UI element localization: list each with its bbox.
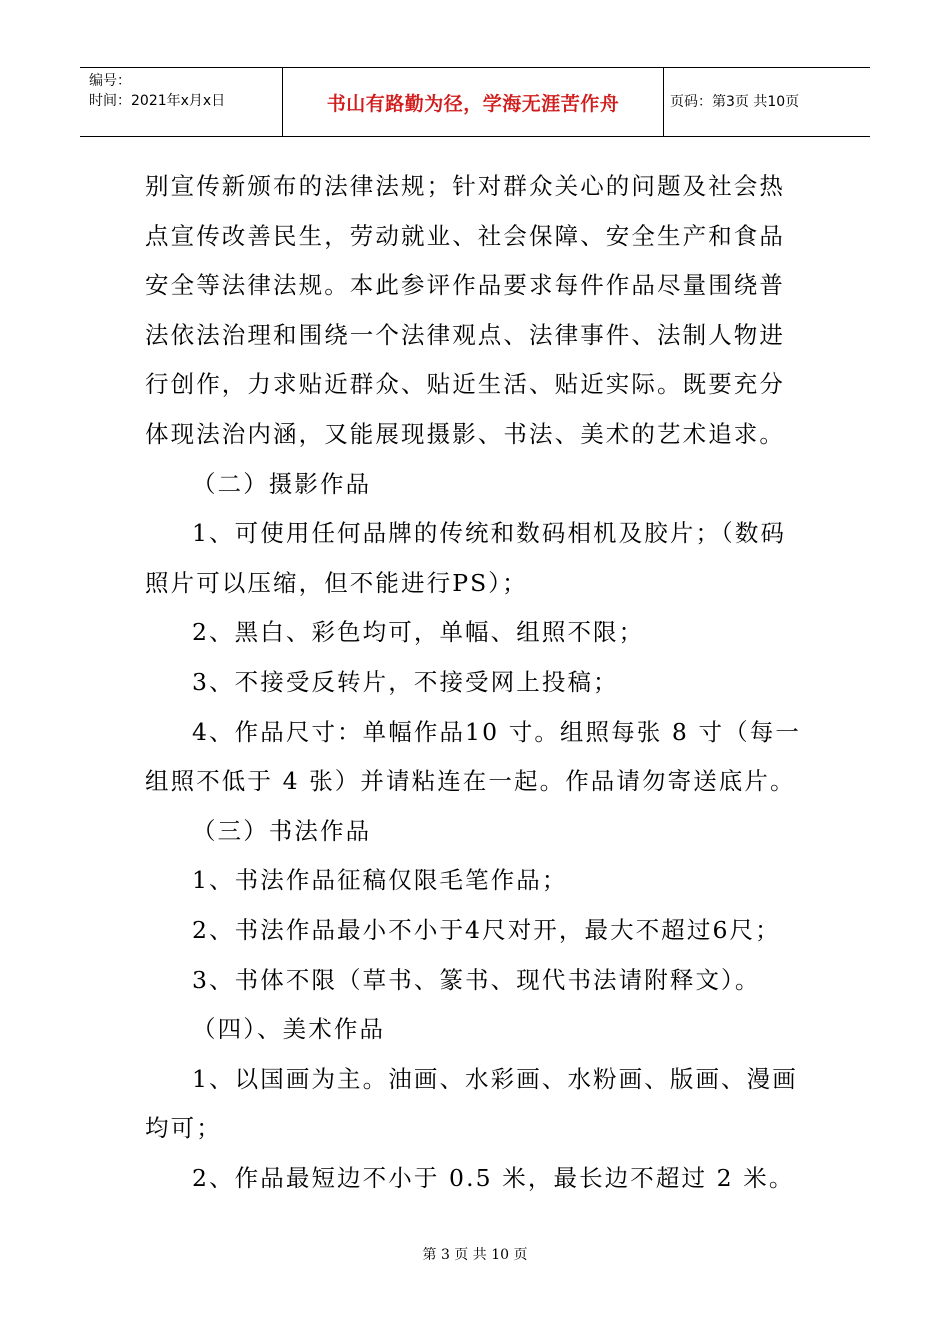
body-line: 1、书法作品征稿仅限毛笔作品； xyxy=(192,866,568,895)
motto: 书山有路勤为径，学海无涯苦作舟 xyxy=(326,92,620,115)
body-line: 2、作品最短边不小于 0.5 米，最长边不超过 2 米。 xyxy=(192,1163,795,1192)
header-meta xyxy=(80,68,283,136)
body-line: 均可； xyxy=(145,1114,222,1143)
body-line: 法依法治理和围绕一个法律观点、法律事件、法制人物进 xyxy=(145,320,785,349)
page-footer: 第 3 页 共 10 页 xyxy=(422,1247,528,1263)
header-page-cell xyxy=(664,68,876,136)
body-line: 2、书法作品最小不小于4尺对开，最大不超过6尺； xyxy=(192,915,781,944)
body-line: 体现法治内涵，又能展现摄影、书法、美术的艺术追求。 xyxy=(145,419,785,448)
body-line: 别宣传新颁布的法律法规；针对群众关心的问题及社会热 xyxy=(145,172,785,200)
body-line: 3、不接受反转片，不接受网上投稿； xyxy=(192,667,619,696)
body-line: 照片可以压缩，但不能进行PS）； xyxy=(145,568,528,597)
body-line: 1、可使用任何品牌的传统和数码相机及胶片；（数码 xyxy=(192,519,787,548)
header-motto-cell xyxy=(283,68,664,136)
body-line: 3、书体不限（草书、篆书、现代书法请附释文）。 xyxy=(192,965,761,994)
body-line: 1、以国画为主。油画、水彩画、水粉画、版画、漫画 xyxy=(192,1064,798,1093)
body-line: 行创作，力求贴近群众、贴近生活、贴近实际。既要充分 xyxy=(145,370,785,399)
body-line: 2、黑白、彩色均可，单幅、组照不限； xyxy=(192,618,645,647)
body-line: 组照不低于 4 张）并请粘连在一起。作品请勿寄送底片。 xyxy=(145,767,796,796)
body-line: 4、作品尺寸：单幅作品10 寸。组照每张 8 寸（每一 xyxy=(192,717,801,746)
section-heading: （二）摄影作品 xyxy=(192,469,372,498)
document-body xyxy=(145,162,810,1203)
time-label: 时间：2021年x月x日 xyxy=(89,93,226,109)
section-heading: （四）、美术作品 xyxy=(192,1015,386,1044)
body-line: 安全等法律法规。本此参评作品要求每件作品尽量围绕普 xyxy=(145,271,785,300)
page-info: 页码：第3页 共10页 xyxy=(670,94,800,110)
number-label: 编号： xyxy=(89,73,131,89)
section-heading: （三）书法作品 xyxy=(192,816,372,845)
page-header xyxy=(80,67,870,137)
body-line: 点宣传改善民生，劳动就业、社会保障、安全生产和食品 xyxy=(145,221,785,250)
